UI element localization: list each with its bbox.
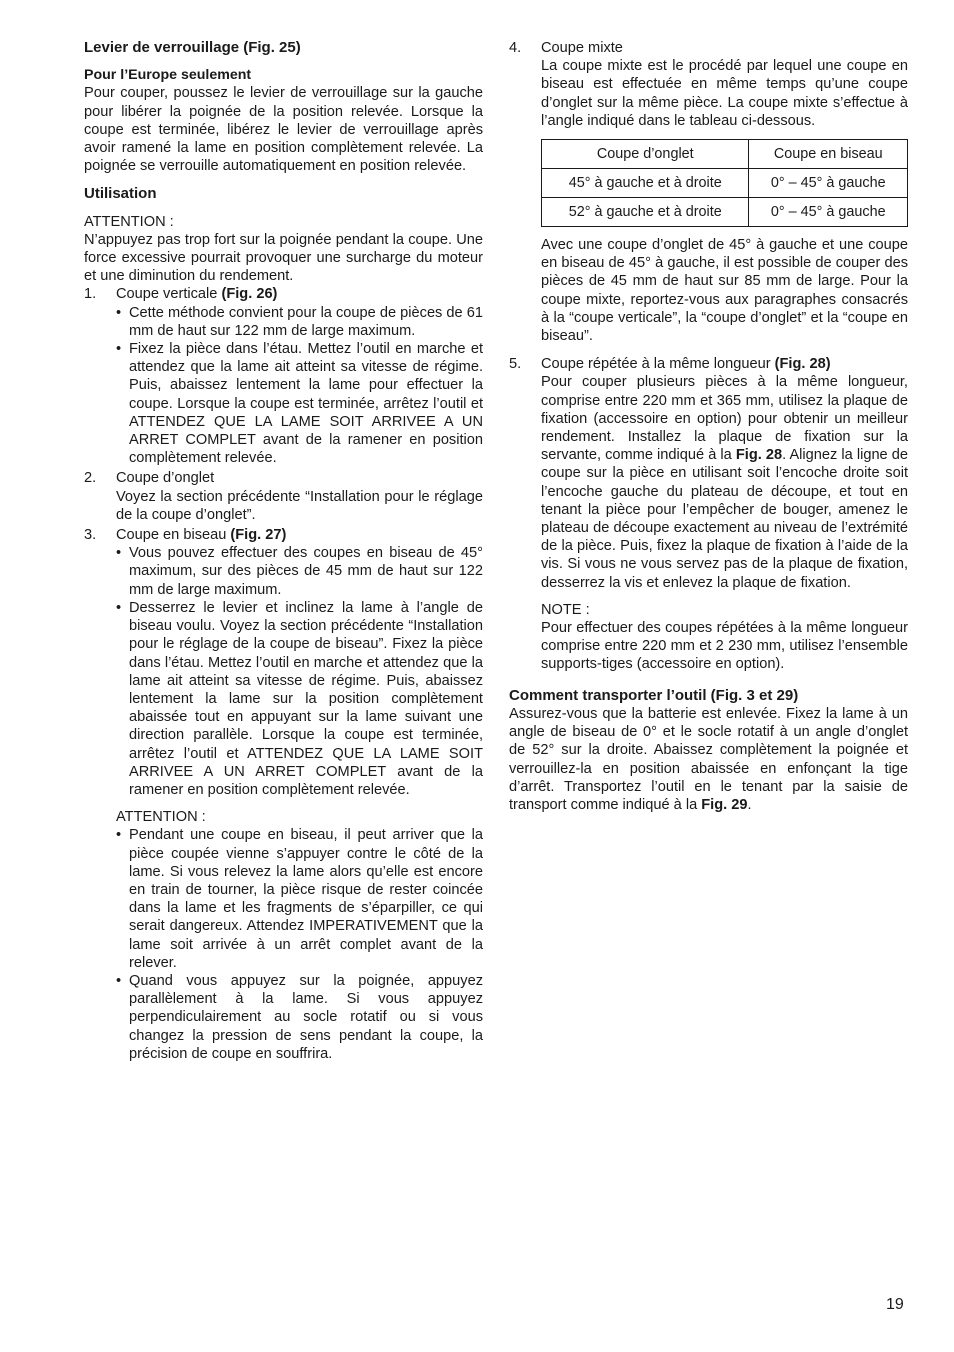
compound-cut-table bbox=[541, 139, 908, 227]
item-1-label: Coupe verticale bbox=[116, 286, 222, 303]
item-1-bullet-1: • Cette méthode convient pour la coupe de pièces de 61 mm de haut sur 122 mm de large maximum. bbox=[116, 304, 483, 340]
europe-only-subtitle: Pour l’Europe seulement bbox=[84, 67, 252, 84]
transport-text bbox=[509, 705, 908, 814]
table-cell: 0° – 45° à gauche bbox=[749, 198, 908, 227]
table-row bbox=[542, 198, 908, 227]
list-item-1 bbox=[84, 285, 483, 303]
item-5-fig: (Fig. 28) bbox=[774, 356, 831, 373]
item-5-text bbox=[541, 373, 908, 591]
item-5-label: Coupe répétée à la même longueur bbox=[541, 356, 775, 373]
table-header-cell: Coupe d’onglet bbox=[542, 140, 749, 169]
note-text: Pour effectuer des coupes répétées à la même longueur comprise entre 220 mm et 2 230 mm, utilisez l’ensemble supports-tiges (accessoire en option). bbox=[541, 620, 908, 673]
attention-text-1: N’appuyez pas trop fort sur la poignée pendant la coupe. Une force excessive pourrait provoquer une surcharge du moteur et une diminution du rendement. bbox=[84, 231, 483, 285]
item-1-number: 1. bbox=[84, 286, 97, 303]
table-header-cell: Coupe en biseau bbox=[749, 140, 908, 169]
item-1-fig: (Fig. 26) bbox=[221, 286, 278, 303]
item-3-fig: (Fig. 27) bbox=[230, 527, 287, 544]
item-4-after: Avec une coupe d’onglet de 45° à gauche et une coupe en biseau de 45° à gauche, il est possible de couper des pièces de 45 mm de haut sur 85 mm de large. Pour la coupe mixte, reportez-vous aux paragraphes consacrés à la “coupe verticale”, la “coupe d’onglet” et la “coupe en biseau”. bbox=[541, 237, 908, 345]
item-2-label: Coupe d’onglet bbox=[116, 470, 215, 487]
item-3-bullet-2: • Desserrez le levier et inclinez la lame à l’angle de biseau voulu. Voyez la section précédente “Installation pour le réglage de la coupe de biseau”. Fixez la pièce dans l’étau. Mettez l’outil en marche et attendez que la lame ait atteint sa vitesse de régime. Puis, abaissez lentement la lame sur la position complètement abaissée tout en appuyant sur la lame suivant une direction parallèle. Lorsque la coupe est terminée, arrêtez l’outil et ATTENDEZ QUE LA LAME SOIT ARRIVEE A UN ARRET COMPLET avant de la ramener en position complètement relevée. bbox=[116, 599, 483, 799]
transport-title: Comment transporter l’outil (Fig. 3 et 29) bbox=[509, 686, 799, 704]
table-row bbox=[542, 169, 908, 198]
item-3-bullet-4: • Quand vous appuyez sur la poignée, appuyez parallèlement à la lame. Si vous appuyez perpendiculairement au socle rotatif ou si vous changez la pression de sens pendant la coupe, la précision de coupe en souffrira. bbox=[116, 972, 483, 1063]
attention-label-2: ATTENTION : bbox=[116, 809, 206, 826]
item-3-label: Coupe en biseau bbox=[116, 527, 231, 544]
transport-text-a: Assurez-vous que la batterie est enlevée. Fixez la lame à un angle de biseau de 0° et le socle rotatif à un angle d’onglet de 52° sur la droite. Abaissez complètement la poignée et verrouillez-la en position abaissée en enfonçant la tige d’arrêt. Transportez l’outil en le tenant par la saisie de transport comme indiqué à la bbox=[509, 705, 908, 813]
left-column bbox=[84, 39, 483, 1063]
table-header-row bbox=[542, 140, 908, 169]
item-5-text-b: . Alignez la ligne de coupe sur la pièce en utilisant soit l’encoche droite soit l’encoche gauche du plateau de découpe, et tout en tenant la pièce pour l’empêcher de bouger, amenez le plateau de découpe exactement au niveau de l’extrémité de la pièce. Puis, fixez la plaque de fixation à l’aide de la vis. Si vous ne vous servez pas de la plaque de fixation, desserrez la vis et enlevez la plaque de fixation. bbox=[541, 447, 908, 591]
list-item-4 bbox=[509, 39, 908, 57]
item-4-text: La coupe mixte est le procédé par lequel une coupe en biseau est effectuée en même temps qu’une coupe d’onglet sur la même pièce. La coupe mixte s’effectue à l’angle indiqué dans le tableau ci-dessous. bbox=[541, 58, 908, 129]
note-label: NOTE : bbox=[541, 601, 590, 618]
item-3-bullet-3: • Pendant une coupe en biseau, il peut arriver que la pièce coupée vienne s’appuyer contre le côté de la lame. Si vous relevez la lame alors qu’elle est encore en train de tourner, la pièce risque de rester coincée dans la lame et les fragments de s’éparpiller, ce qui serait dangereux. Attendez IMPERATIVEMENT que la lame soit arrivée à un arrêt complet avant de la relever. bbox=[116, 826, 483, 972]
item-2-text: Voyez la section précédente “Installation pour le réglage de la coupe d’onglet”. bbox=[116, 488, 483, 523]
item-4-label: Coupe mixte bbox=[541, 40, 623, 56]
item-1-bullet-2: • Fixez la pièce dans l’étau. Mettez l’outil en marche et attendez que la lame ait atteint sa vitesse de régime. Puis, abaissez lentement la lame pour effectuer la coupe. Lorsque la coupe est terminée, arrêtez l’outil et ATTENDEZ QUE LA LAME SOIT ARRIVEE A UN ARRET COMPLET avant de la ramener en position complètement relevée. bbox=[116, 340, 483, 467]
transport-text-b: . bbox=[747, 796, 752, 813]
table-cell: 52° à gauche et à droite bbox=[542, 198, 749, 227]
transport-fig: Fig. 29 bbox=[701, 796, 748, 813]
table-cell: 0° – 45° à gauche bbox=[749, 169, 908, 198]
use-title: Utilisation bbox=[84, 185, 157, 203]
lever-title: Levier de verrouillage (Fig. 25) bbox=[84, 39, 301, 56]
page-number: 19 bbox=[886, 1296, 904, 1313]
item-3-bullet-1: • Vous pouvez effectuer des coupes en biseau de 45° maximum, sur des pièces de 45 mm de haut sur 122 mm de large maximum. bbox=[116, 544, 483, 599]
lever-text: Pour couper, poussez le levier de verrouillage sur la gauche pour libérer la poignée de la position relevée. Lorsque la coupe est terminée, libérez le levier de verrouillage après avoir ramené la lame en position complètement relevée. La poignée se verrouille automatiquement en position relevée. bbox=[84, 85, 483, 175]
right-column bbox=[509, 39, 908, 814]
table-cell: 45° à gauche et à droite bbox=[542, 169, 749, 198]
list-item-2 bbox=[84, 469, 483, 487]
attention-label-1: ATTENTION : bbox=[84, 213, 174, 230]
list-item-3 bbox=[84, 526, 483, 544]
item-4-number: 4. bbox=[509, 40, 522, 56]
item-2-number: 2. bbox=[84, 470, 97, 487]
list-item-5 bbox=[509, 355, 908, 373]
item-5-text-a: Pour couper plusieurs pièces à la même longueur, comprise entre 220 mm et 365 mm, utilisez la plaque de fixation (accessoire en option) pour obtenir un meilleur rendement. Installez la plaque de fixation sur la servante, comme indiqué à la bbox=[541, 374, 908, 464]
item-5-fig-inline: Fig. 28 bbox=[735, 447, 783, 464]
item-3-number: 3. bbox=[84, 527, 97, 544]
item-5-number: 5. bbox=[509, 356, 522, 373]
